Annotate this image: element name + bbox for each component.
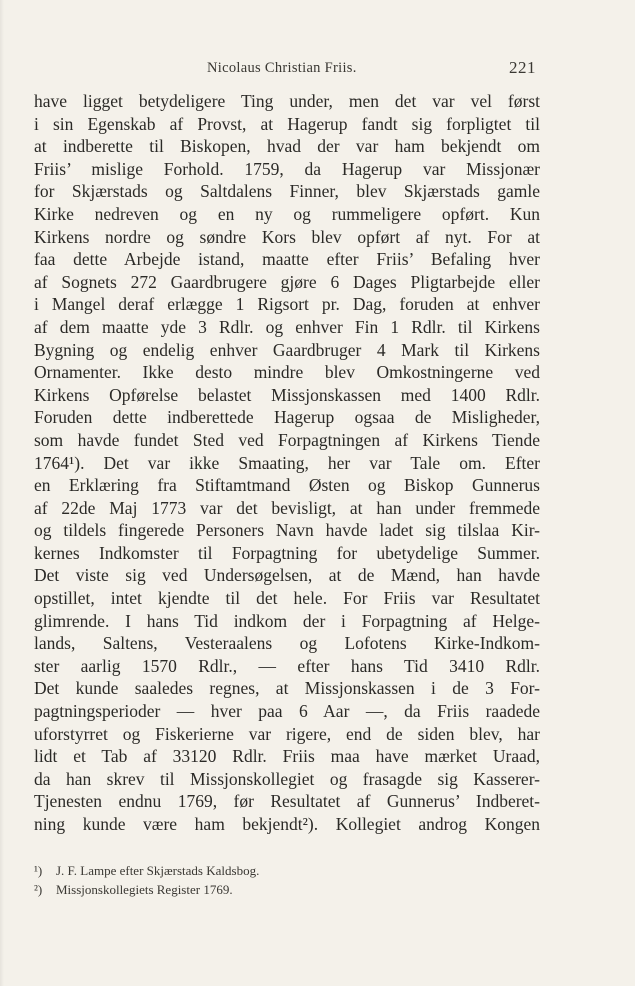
text-line: Kirkens nordre og søndre Kors blev opført af nyt. For at: [34, 226, 540, 247]
text-line: pagtningsperioder — hver paa 6 Aar —, da Friis raadede: [34, 701, 540, 722]
text-line: en Erklæring fra Stiftamtmand Østen og Biskop Gunnerus: [34, 475, 540, 496]
page-edge-shadow: [0, 0, 4, 986]
text-line: for Skjærstads og Saltdalens Finner, blev Skjærstads gamle: [34, 181, 540, 202]
footnote-mark: ²): [34, 882, 43, 897]
text-line: og tildels fingerede Personers Navn havde ladet sig tilslaa Kir-: [34, 520, 540, 541]
text-line: opstillet, intet kjendte til det hele. For Friis var Resultatet: [34, 588, 540, 609]
running-header: [0, 58, 635, 80]
text-line: Friis’ mislige Forhold. 1759, da Hagerup var Missjonær: [34, 158, 540, 179]
text-line: lidt et Tab af 33120 Rdlr. Friis maa have mærket Uraad,: [34, 746, 540, 767]
text-line: Det viste sig ved Undersøgelsen, at de Mænd, han havde: [34, 565, 540, 586]
text-line: uforstyrret og Fiskerierne var rigere, end de siden blev, har: [34, 723, 540, 744]
footnote-text: J. F. Lampe efter Skjærstads Kaldsbog.: [56, 863, 260, 878]
text-line: at indberette til Biskopen, hvad der var ham bekjendt om: [34, 136, 540, 157]
running-header-title: Nicolaus Christian Friis.: [207, 60, 357, 76]
footnote-1: [34, 861, 540, 880]
text-line: Foruden dette indberettede Hagerup ogsaa de Misligheder,: [34, 407, 540, 428]
text-line: af dem maatte yde 3 Rdlr. og enhver Fin 1 Rdlr. til Kirkens: [34, 316, 540, 337]
text-line: lands, Saltens, Vesteraalens og Lofotens Kirke-Indkom-: [34, 633, 540, 654]
text-line: da han skrev til Missjonskollegiet og frasagde sig Kasserer-: [34, 768, 540, 789]
text-line: glimrende. I hans Tid indkom der i Forpagtning af Helge-: [34, 610, 540, 631]
text-line: af 22de Maj 1773 var det bevisligt, at han under fremmede: [34, 497, 540, 518]
text-line: Ornamenter. Ikke desto mindre blev Omkostningerne ved: [34, 362, 540, 383]
footnote-text: Missjonskollegiets Register 1769.: [56, 882, 233, 897]
text-line: ning kunde være ham bekjendt²). Kollegiet androg Kongen: [34, 814, 540, 834]
text-line: af Sognets 272 Gaardbrugere gjøre 6 Dages Pligtarbejde eller: [34, 271, 540, 292]
text-line: Kirkens Opførelse belastet Missjonskassen med 1400 Rdlr.: [34, 384, 540, 405]
text-line: Det kunde saaledes regnes, at Missjonskassen i de 3 For-: [34, 678, 540, 699]
text-line: Kirke nedreven og en ny og rummeligere opført. Kun: [34, 203, 540, 224]
page-number: 221: [509, 58, 536, 77]
footnote-2: [34, 880, 540, 899]
body-text: [34, 90, 540, 836]
text-line: i Mangel deraf erlægge 1 Rigsort pr. Dag, foruden at enhver: [34, 294, 540, 315]
footnotes: [34, 861, 540, 899]
text-line: Bygning og endelig enhver Gaardbruger 4 Mark til Kirkens: [34, 339, 540, 360]
text-line: Tjenesten endnu 1769, før Resultatet af Gunnerus’ Indberet-: [34, 791, 540, 812]
text-line: i sin Egenskab af Provst, at Hagerup fandt sig forpligtet til: [34, 113, 540, 134]
text-line: 1764¹). Det var ikke Smaating, her var Tale om. Efter: [34, 452, 540, 473]
footnote-mark: ¹): [34, 863, 43, 878]
text-line: som havde fundet Sted ved Forpagtningen af Kirkens Tiende: [34, 429, 540, 450]
text-line: kernes Indkomster til Forpagtning for ubetydelige Summer.: [34, 542, 540, 563]
text-line: faa dette Arbejde istand, maatte efter Friis’ Befaling hver: [34, 249, 540, 270]
text-line: ster aarlig 1570 Rdlr., — efter hans Tid 3410 Rdlr.: [34, 655, 540, 676]
text-line: have ligget betydeligere Ting under, men det var vel først: [34, 91, 540, 111]
